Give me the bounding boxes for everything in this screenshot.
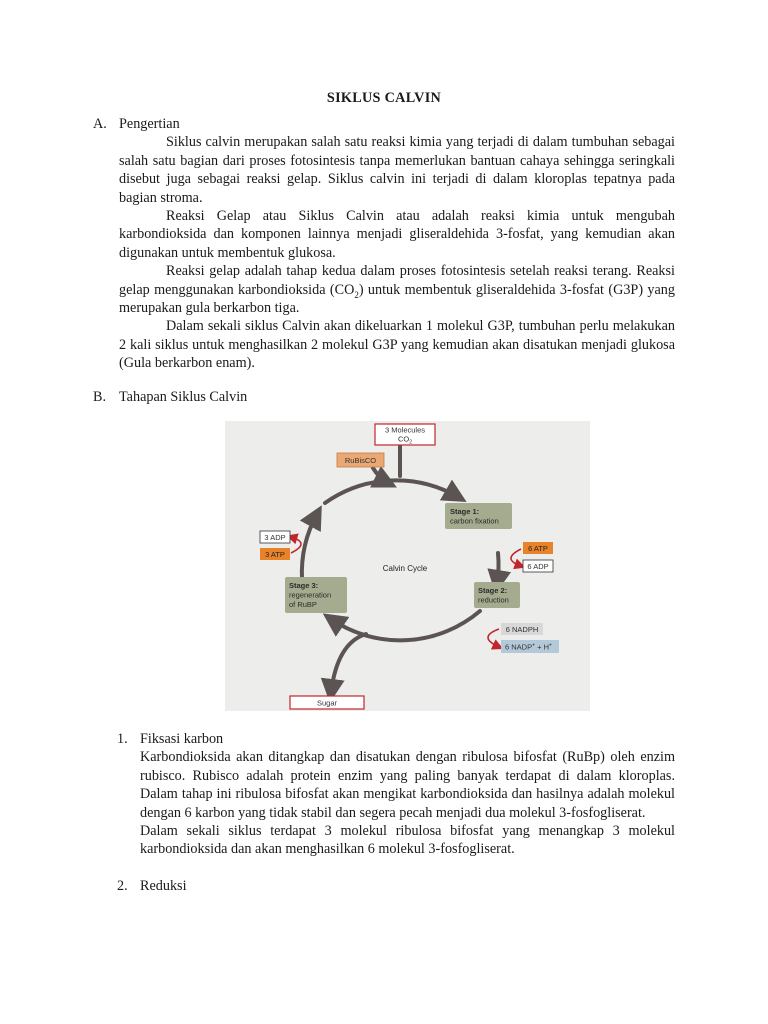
para3-subscript: 2 (354, 289, 359, 300)
nadp-sup2: + (548, 642, 552, 649)
cycle-center-label: Calvin Cycle (382, 564, 428, 573)
section-b (93, 388, 675, 406)
adp3-label: 3 ADP (264, 533, 286, 542)
stage-3-line2: of RuBP (289, 600, 317, 609)
arc-right (497, 553, 499, 584)
atp6-label: 6 ATP (528, 544, 548, 553)
section-a-marker: A. (93, 116, 107, 132)
step-2-heading: Reduksi (140, 878, 187, 894)
stage-3-line1: regeneration (289, 590, 332, 600)
step-1-heading: Fiksasi karbon (140, 731, 224, 747)
nadph-label: 6 NADPH (505, 625, 539, 634)
atp3-arrow (291, 537, 301, 553)
stage-3-title: Stage 3: (289, 581, 319, 590)
atp6-arrow (511, 549, 521, 566)
section-a (93, 115, 675, 373)
para3-pre: Reaksi gelap menggunakan karbondioksida (CO (119, 263, 675, 298)
section-b-marker: B. (93, 389, 107, 405)
co2-line1: 3 Molecules (384, 425, 426, 435)
step-2-number: 2. (117, 878, 128, 894)
stage-1-text: carbon fixation (450, 516, 499, 526)
section-b-heading: Tahapan Siklus Calvin (119, 389, 248, 405)
rubisco-label: RuBisCO (344, 456, 377, 465)
step-1-paragraph-2: Dalam sekali siklus terdapat 3 molekul ribulosa bifosfat yang menangkap 3 molekul karbondioksida dan akan menghasilkan 6 molekul 3-fosfogliserat. (140, 823, 675, 858)
calvin-cycle-diagram (225, 421, 590, 711)
nadp-label (505, 643, 552, 652)
section-a-paragraph-2: Reaksi Gelap atau Siklus Calvin atau adalah reaksi kimia untuk mengubah karbondioksida dan komponen lainnya menjadi gliseraldehida 3-fosfat, yang kemudian akan digunakan untuk membentuk glukosa. (119, 208, 675, 261)
sugar-arrow (331, 634, 366, 693)
arc-left (302, 514, 317, 579)
section-a-paragraph-1: Siklus calvin merupakan salah satu reaksi kimia yang terjadi di dalam tumbuhan sebagai salah satu bagian dari proses fotosintesis tanpa memerlukan bantuan cahaya sehingga seringkali disebut juga sebagai reaksi gelap. Siklus calvin ini terjadi di dalam kloroplas tepatnya pada bagian stroma. (119, 134, 675, 206)
atp3-label: 3 ATP (265, 550, 285, 559)
page-title: SIKLUS CALVIN (326, 90, 442, 106)
step-1-number: 1. (117, 731, 128, 747)
stage-1-title: Stage 1: (450, 507, 480, 516)
nadph-arrow (488, 629, 499, 647)
stage-2-title: Stage 2: (478, 586, 508, 595)
section-a-paragraph-4: Dalam sekali siklus Calvin akan dikeluarkan 1 molekul G3P, tumbuhan perlu melakukan 2 kali siklus untuk menghasilkan 2 molekul G3P yang kemudian akan disatukan menjadi glukosa (Gula berkarbon enam). (119, 318, 675, 372)
arc-bottom (331, 611, 480, 640)
step-2 (117, 877, 675, 895)
para3-line1: Reaksi gelap adalah tahap kedua dalam proses fotosintesis setelah reaksi terang. (166, 263, 632, 280)
para3-post: ) untuk membentuk gliseraldehida 3-fosfat (G3P) yang merupakan gula berkarbon tiga. (119, 281, 675, 317)
co2-text: CO (397, 434, 410, 444)
sugar-label: Sugar (316, 698, 338, 708)
adp6-label: 6 ADP (527, 562, 549, 571)
nadp-pre: 6 NADP (505, 642, 533, 652)
section-a-heading: Pengertian (119, 116, 180, 132)
calvin-cycle-svg (225, 421, 590, 711)
nadp-sup: + (532, 642, 536, 649)
stage-2-text: reduction (478, 595, 509, 605)
co2-subscript: 2 (409, 439, 413, 446)
section-a-paragraph-3 (93, 262, 675, 317)
arc-top (325, 480, 458, 503)
step-1-paragraph-1: Karbondioksida akan ditangkap dan disatukan dengan ribulosa bifosfat (RuBp) oleh enzim rubisco. Rubisco adalah protein enzim yang paling banyak terdapat di dalam kloroplas. Dalam tahap ini ribulosa bifosfat akan mengikat karbondioksida dan hasilnya adalah molekul dengan 6 karbon yang tidak stabil dan segera pecah menjadi dua molekul 3-fosfogliserat. (140, 749, 675, 821)
nadp-post: + H (535, 642, 549, 652)
step-1 (117, 730, 675, 859)
